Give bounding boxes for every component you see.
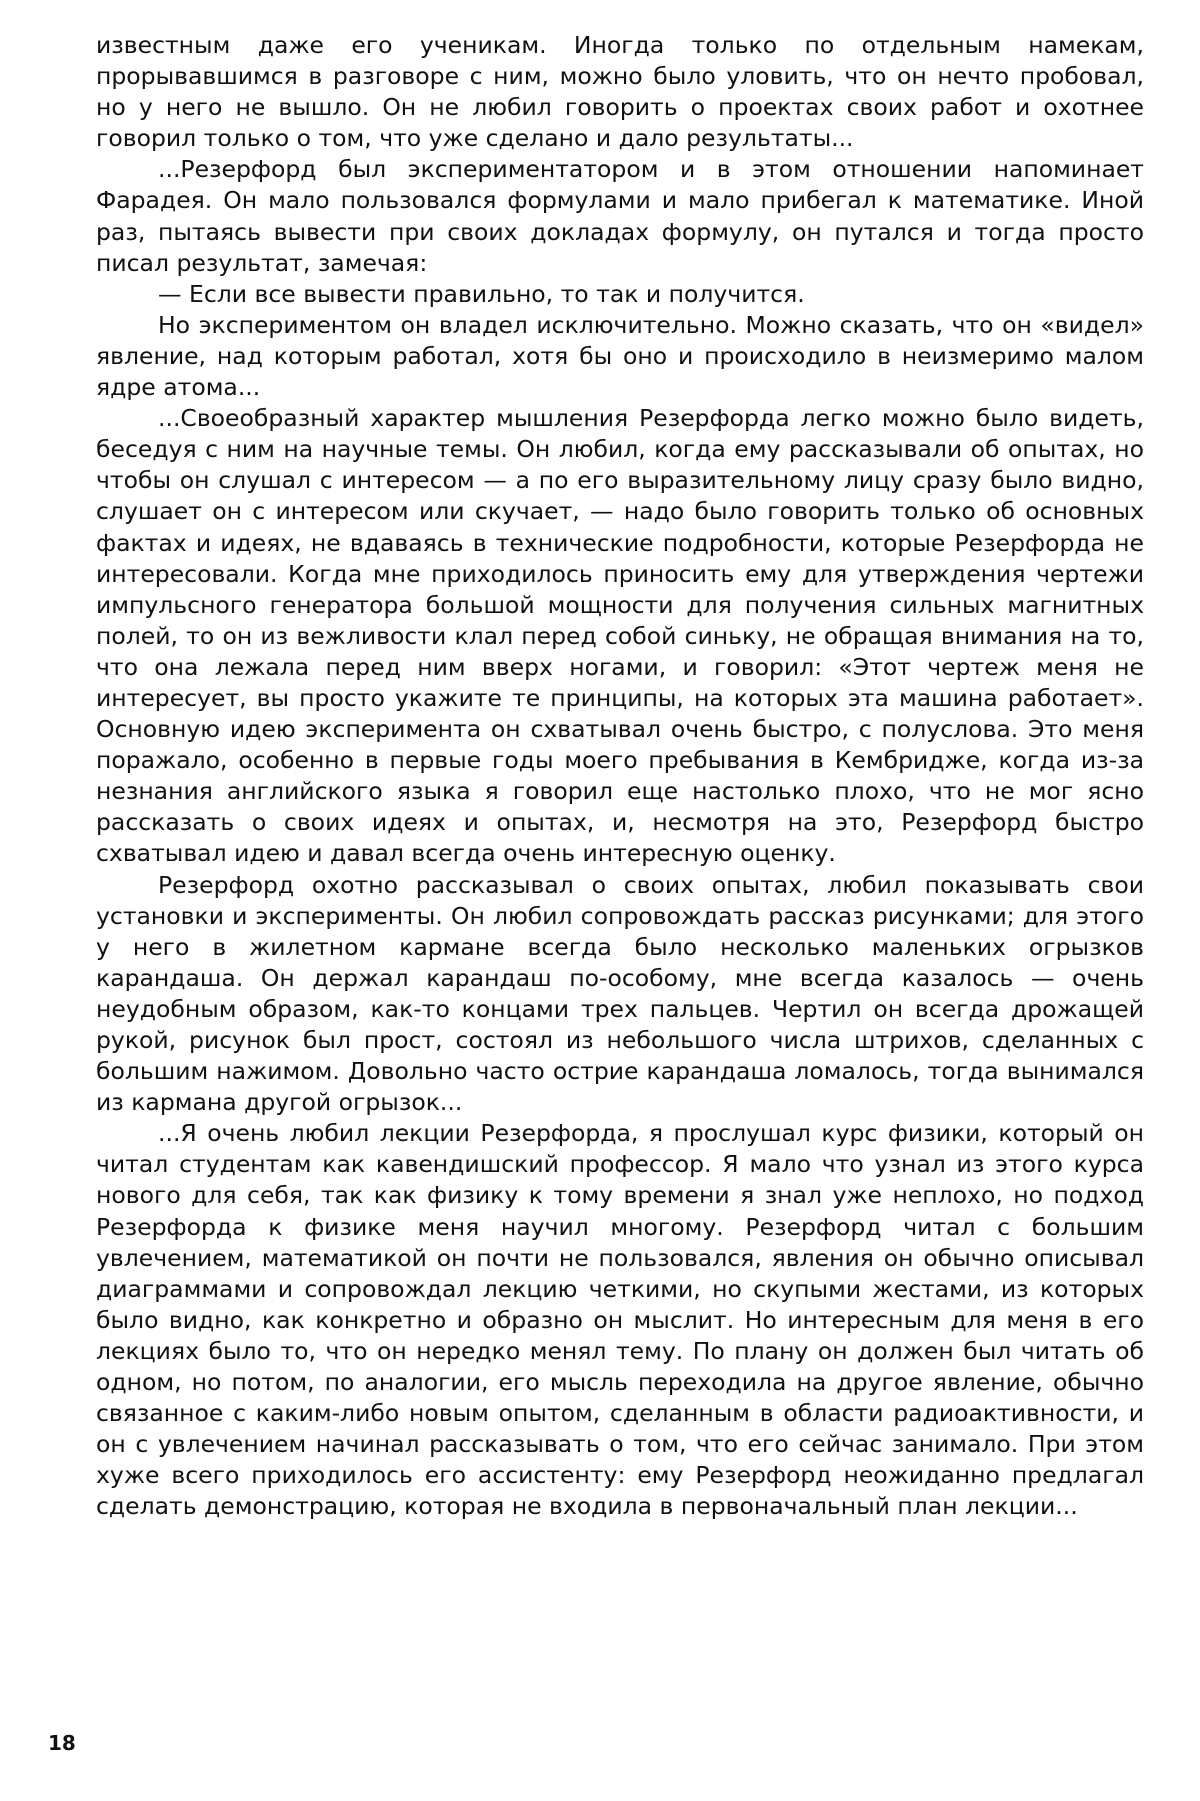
paragraph-thinking: ...Своеобразный характер мышления Резерфорда легко можно было видеть, беседуя с ним на научные темы. Он любил, когда ему рассказывали об опытах, но чтобы он слушал с интересом — а по его выразительному лицу сразу было видно, слушает он с интересом или скучает, — надо было говорить только об основных фактах и идеях, не вдаваясь в технические подробности, которые Резерфорда не интересовали. Когда мне приходилось приносить ему для утверждения чертежи импульсного генератора большой мощности для получения сильных магнитных полей, то он из вежливости клал перед собой синьку, не обращая внимания на то, что она лежала перед ним вверх ногами, и говорил: «Этот чертеж меня не интересует, вы просто укажите те принципы, на которых эта машина работает». Основную идею эксперимента он схватывал очень быстро, с полуслова. Это меня поражало, особенно в первые годы моего пребывания в Кембридже, когда из-за незнания английского языка я говорил еще настолько плохо, что не мог ясно рассказать о своих идеях и опытах, и, несмотря на это, Резерфорд быстро схватывал идею и давал всегда очень интересную оценку.	[96, 404, 1144, 868]
paragraph-quote: — Если все вывести правильно, то так и получится.	[158, 279, 805, 308]
paragraph-continuation: известным даже его ученикам. Иногда только по отдельным намекам, прорывавшимся в разговоре с ним, можно было уловить, что он нечто пробовал, но у него не вышло. Он не любил говорить о проектах своих работ и охотнее говорил только о том, что уже сделано и дало результаты...	[96, 31, 1144, 153]
page-number: 18	[48, 1731, 76, 1755]
paragraph-experimentalist: ...Резерфорд был экспериментатором и в этом отношении напоминает Фарадея. Он мало пользовался формулами и мало прибегал к математике. Иной раз, пытаясь вывести при своих докладах формулу, он путался и тогда просто писал результат, замечая:	[96, 155, 1144, 277]
page-body	[96, 30, 1144, 1775]
paragraph-lectures: ...Я очень любил лекции Резерфорда, я прослушал курс физики, который он читал студентам как кавендишский профессор. Я мало что узнал из этого курса нового для себя, так как физику к тому времени я знал уже неплохо, но подход Резерфорда к физике меня научил многому. Резерфорд читал с большим увлечением, математикой он почти не пользовался, явления он обычно описывал диаграммами и сопровождал лекцию четкими, но скупыми жестами, из которых было видно, как конкретно и образно он мыслит. Но интересным для меня в его лекциях было то, что он нередко менял тему. По плану он должен был читать об одном, но потом, по аналогии, его мысль переходила на другое явление, обычно связанное с каким-либо новым опытом, сделанным в области радиоактивности, и он с увлечением начинал рассказывать о том, что его сейчас занимало. При этом хуже всего приходилось его ассистенту: ему Резерфорд неожиданно предлагал сделать демонстрацию, которая не входила в первоначальный план лекции...	[96, 1119, 1144, 1521]
paragraph-drawings: Резерфорд охотно рассказывал о своих опытах, любил показывать свои установки и эксперименты. Он любил сопровождать рассказ рисунками; для этого у него в жилетном кармане всегда было несколько маленьких огрызков карандаша. Он держал карандаш по-особому, мне всегда казалось — очень неудобным образом, как-то концами трех пальцев. Чертил он всегда дрожащей рукой, рисунок был прост, состоял из небольшого числа штрихов, сделанных с большим нажимом. Довольно часто острие карандаша ломалось, тогда вынимался из кармана другой огрызок...	[96, 870, 1144, 1117]
paragraph-experiment: Но экспериментом он владел исключительно. Можно сказать, что он «видел» явление, над которым работал, хотя бы оно и происходило в неизмеримо малом ядре атома...	[96, 310, 1144, 402]
